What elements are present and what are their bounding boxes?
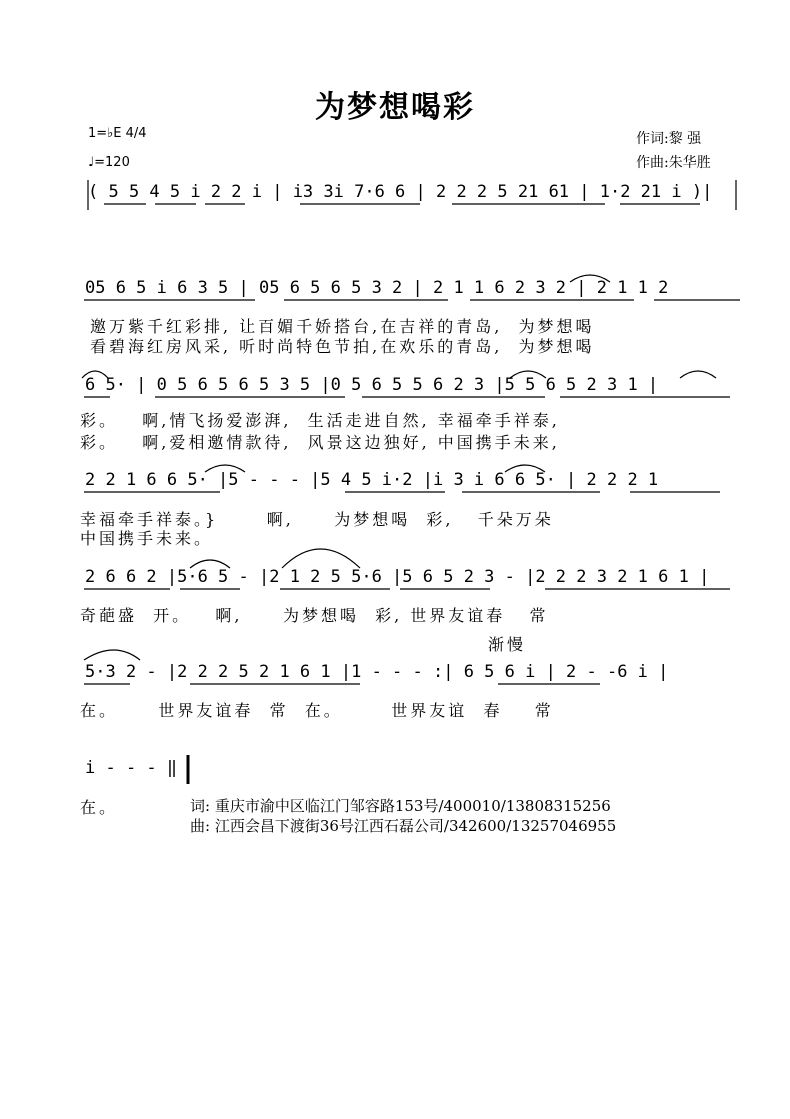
score-line-7-notes: i - - - ‖ (85, 758, 178, 778)
footer-lyricist-address: 词: 重庆市渝中区临江门邹容路153号/400010/13808315256 (190, 797, 611, 815)
score-line-5-lyric-1: 奇葩盛 开。 啊, 为梦想喝 彩, 世界友谊春 常 (80, 606, 549, 625)
score-line-7-lyric-1: 在。 (80, 798, 119, 817)
footer-composer-address: 曲: 江西会昌下渡街36号江西石磊公司/342600/13257046955 (190, 817, 617, 835)
lyricist-credit: 作词:黎 强 (636, 131, 702, 147)
score-line-5-notes: 2 6 6 2 |5·6 5 - |2 1 2 5 5·6 |5 6 5 2 3 - |2 2 2 3 2 1 6 1 | (85, 567, 710, 587)
score-line-4-notes: 2 2 1 6 6 5· |5 - - - |5 4 5 i·2 |i 3 i 6 6 5· | 2 2 2 1 (85, 470, 659, 490)
key-signature: 1=♭E 4/4 (88, 126, 147, 141)
score-line-2-notes: 05 6 5 i 6 3 5 | 05 6 5 6 5 3 2 | 2 1 1 6 2 3 2 | 2 1 1 2 (85, 278, 669, 298)
score-line-3-lyric-2: 彩。 啊,爱相邀情款待, 风景这边独好, 中国携手未来, (80, 433, 560, 452)
score-line-2-lyric-1: 邀万紫千红彩排, 让百媚千娇搭台,在吉祥的青岛, 为梦想喝 (90, 317, 595, 336)
score-line-1-notes: ( 5 5 4 5 i 2 2 i | i3 3i 7·6 6 | 2 2 2 5 21 61 | 1·2 21 i )| (88, 182, 713, 202)
song-title: 为梦想喝彩 (315, 90, 475, 125)
composer-credit: 作曲:朱华胜 (636, 155, 711, 171)
score-line-6-lyric-1: 在。 世界友谊春 常 在。 世界友谊 春 常 (80, 701, 554, 720)
score-line-6-notes: 5·3 2 - |2 2 2 5 2 1 6 1 |1 - - - :| 6 5 6 i | 2 - -6 i | (85, 662, 669, 682)
score-line-3-notes: 6 5· | 0 5 6 5 6 5 3 5 |0 5 6 5 5 6 2 3 |5 5 6 5 2 3 1 | (85, 375, 659, 395)
score-line-3-lyric-1: 彩。 啊,情飞扬爱澎湃, 生活走进自然, 幸福牵手祥泰, (80, 411, 560, 430)
score-line-2-lyric-2: 看碧海红房风采, 听时尚特色节拍,在欢乐的青岛, 为梦想喝 (90, 337, 595, 356)
score-line-4-lyric-2: 中国携手未来。 (80, 529, 214, 548)
tempo-marking: ♩=120 (88, 155, 130, 170)
tempo-mark-ritardando: 渐慢 (488, 635, 527, 654)
score-line-4-lyric-1: 幸福牵手祥泰。} 啊, 为梦想喝 彩, 千朵万朵 (80, 510, 554, 529)
